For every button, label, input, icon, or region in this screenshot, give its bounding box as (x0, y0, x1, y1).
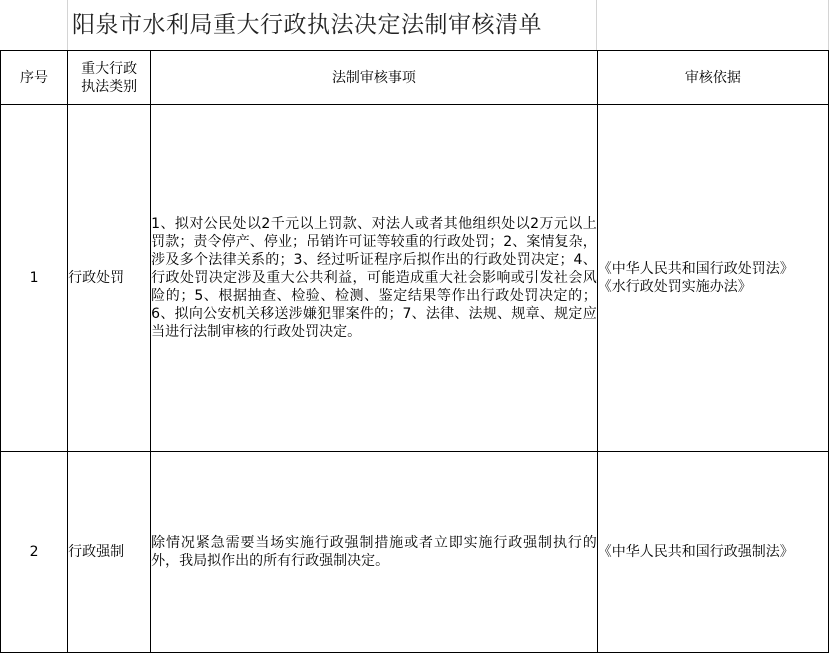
header-no: 序号 (1, 51, 68, 105)
review-table (0, 50, 829, 653)
row-basis (597, 452, 828, 653)
basis-law: 《中华人民共和国行政处罚法》 (597, 261, 794, 277)
row-review-item: 除情况紧急需要当场实施行政强制措施或者立即实施行政强制执行的外，我局拟作出的所有行政强制决定。 (151, 452, 598, 653)
row-review-item: 1、拟对公民处以2千元以上罚款、对法人或者其他组织处以2万元以上罚款；责令停产、停业；吊销许可证等较重的行政处罚；2、案情复杂，涉及多个法律关系的；3、经过听证程序后拟作出的行政处罚决定；4、行政处罚决定涉及重大公共利益，可能造成重大社会影响或引发社会风险的；5、根据抽查、检验、检测、鉴定结果等作出行政处罚决定的；6、拟向公安机关移送涉嫌犯罪案件的；7、法律、法规、规章、规定应当进行法制审核的行政处罚决定。 (151, 105, 598, 452)
row-category: 行政强制 (68, 452, 151, 653)
gridline (67, 0, 68, 50)
header-basis: 审核依据 (597, 51, 828, 105)
row-category: 行政处罚 (68, 105, 151, 452)
gridline (596, 0, 597, 50)
header-category-line2: 执法类别 (81, 78, 138, 95)
page-title: 阳泉市水利局重大行政执法决定法制审核清单 (72, 12, 542, 38)
table-row (1, 452, 829, 653)
header-item: 法制审核事项 (151, 51, 598, 105)
gridline (828, 0, 829, 50)
table-header-row (1, 51, 829, 105)
row-no: 2 (1, 452, 68, 653)
header-category-line1: 重大行政 (81, 60, 138, 77)
row-basis (597, 105, 828, 452)
basis-law: 《水行政处罚实施办法》 (597, 279, 752, 295)
header-category (68, 51, 151, 105)
basis-law: 《中华人民共和国行政强制法》 (597, 544, 794, 560)
row-no: 1 (1, 105, 68, 452)
table-row (1, 105, 829, 452)
